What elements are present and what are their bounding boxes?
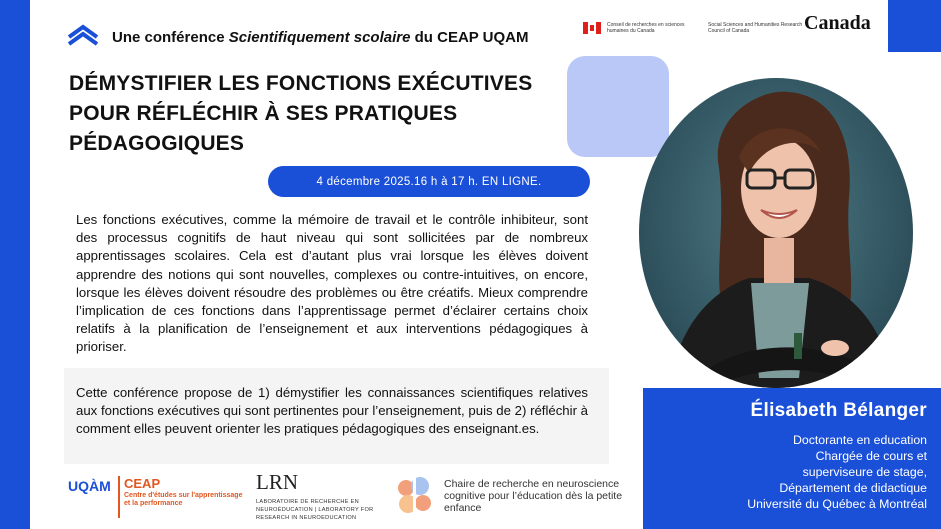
funder-text-fr: Conseil de recherches en sciences humaines du Canada xyxy=(607,22,685,34)
top-right-blue-block xyxy=(888,0,941,52)
speaker-role-line: Département de didactique xyxy=(779,481,927,495)
canada-wordmark: Canada xyxy=(804,12,871,34)
lrn-logo-subtitle: LABORATOIRE DE RECHERCHE EN NEUROÉDUCATION | LABORATORY FOR RESEARCH IN NEUROEDUCATION xyxy=(256,499,374,521)
speaker-name: Élisabeth Bélanger xyxy=(750,400,927,421)
partner-logos xyxy=(64,468,623,529)
speaker-info-panel xyxy=(643,388,941,529)
speaker-role-line: Chargée de cours et xyxy=(815,449,927,463)
crsh-funder-logo xyxy=(583,18,803,38)
description-paragraph-1: Les fonctions exécutives, comme la mémoire de travail et le contrôle inhibiteur, sont des processus cognitifs de haut niveau qui sont sollicitées par de nombreux apprentissages scolaires. Cela est d’autant plus vrai lorsque les élèves doivent apprendre des notions qui sont nouvelles, complexes ou contre-intuitives, on encore, lorsque les élèves doivent résoudre des problèmes ou être créatifs. Mieux comprendre l’implication de ces fonctions dans l’apprentissage permet d’éclairer certains choix relatifs à la planification de l’enseignement et aux interventions pédagogiques à prioriser. xyxy=(76,212,588,355)
description-paragraph-2: Cette conférence propose de 1) démystifier les connaissances scientifiques relatives aux fonctions exécutives qui sont pertinentes pour l’enseignement, puis de 2) réfléchir à comment elles peuvent orienter les pratiques pédagogiques des enseignant.es. xyxy=(76,385,588,437)
date-badge: 4 décembre 2025.16 h à 17 h. EN LIGNE. xyxy=(268,166,590,197)
ceap-logo-title: CEAP xyxy=(124,476,161,491)
speaker-role-line: superviseure de stage, xyxy=(802,465,927,479)
ceap-logo-subtitle: Centre d'études sur l'apprentissage et la performance xyxy=(124,492,243,507)
speaker-role xyxy=(747,432,927,512)
speaker-portrait-image xyxy=(639,78,913,388)
funder-text-en: Social Sciences and Humanities Research Council of Canada xyxy=(708,22,803,34)
speaker-photo xyxy=(639,78,913,388)
uqam-logo: UQÀM xyxy=(68,478,111,494)
lrn-logo-title: LRN xyxy=(256,470,298,494)
ceap-divider xyxy=(118,476,120,518)
ceap-chevron-logo-icon xyxy=(67,24,99,46)
speaker-role-line: Doctorante en education xyxy=(793,433,927,447)
lrn-logo xyxy=(250,468,470,529)
brain-icon xyxy=(394,474,436,518)
page-title: DÉMYSTIFIER LES FONCTIONS EXÉCUTIVES POUR RÉFLÉCHIR À SES PRATIQUES PÉDAGOGIQUES xyxy=(69,72,533,155)
conference-tagline: Une conférence Scientifiquement scolaire du CEAP UQAM xyxy=(112,29,529,46)
chaire-logo-text: Chaire de recherche en neuroscience cognitive pour l’éducation dès la petite enfance xyxy=(444,478,623,514)
decorative-square xyxy=(567,56,669,157)
speaker-role-line: Université du Québec à Montréal xyxy=(747,497,927,511)
canada-flag-icon xyxy=(583,22,601,34)
